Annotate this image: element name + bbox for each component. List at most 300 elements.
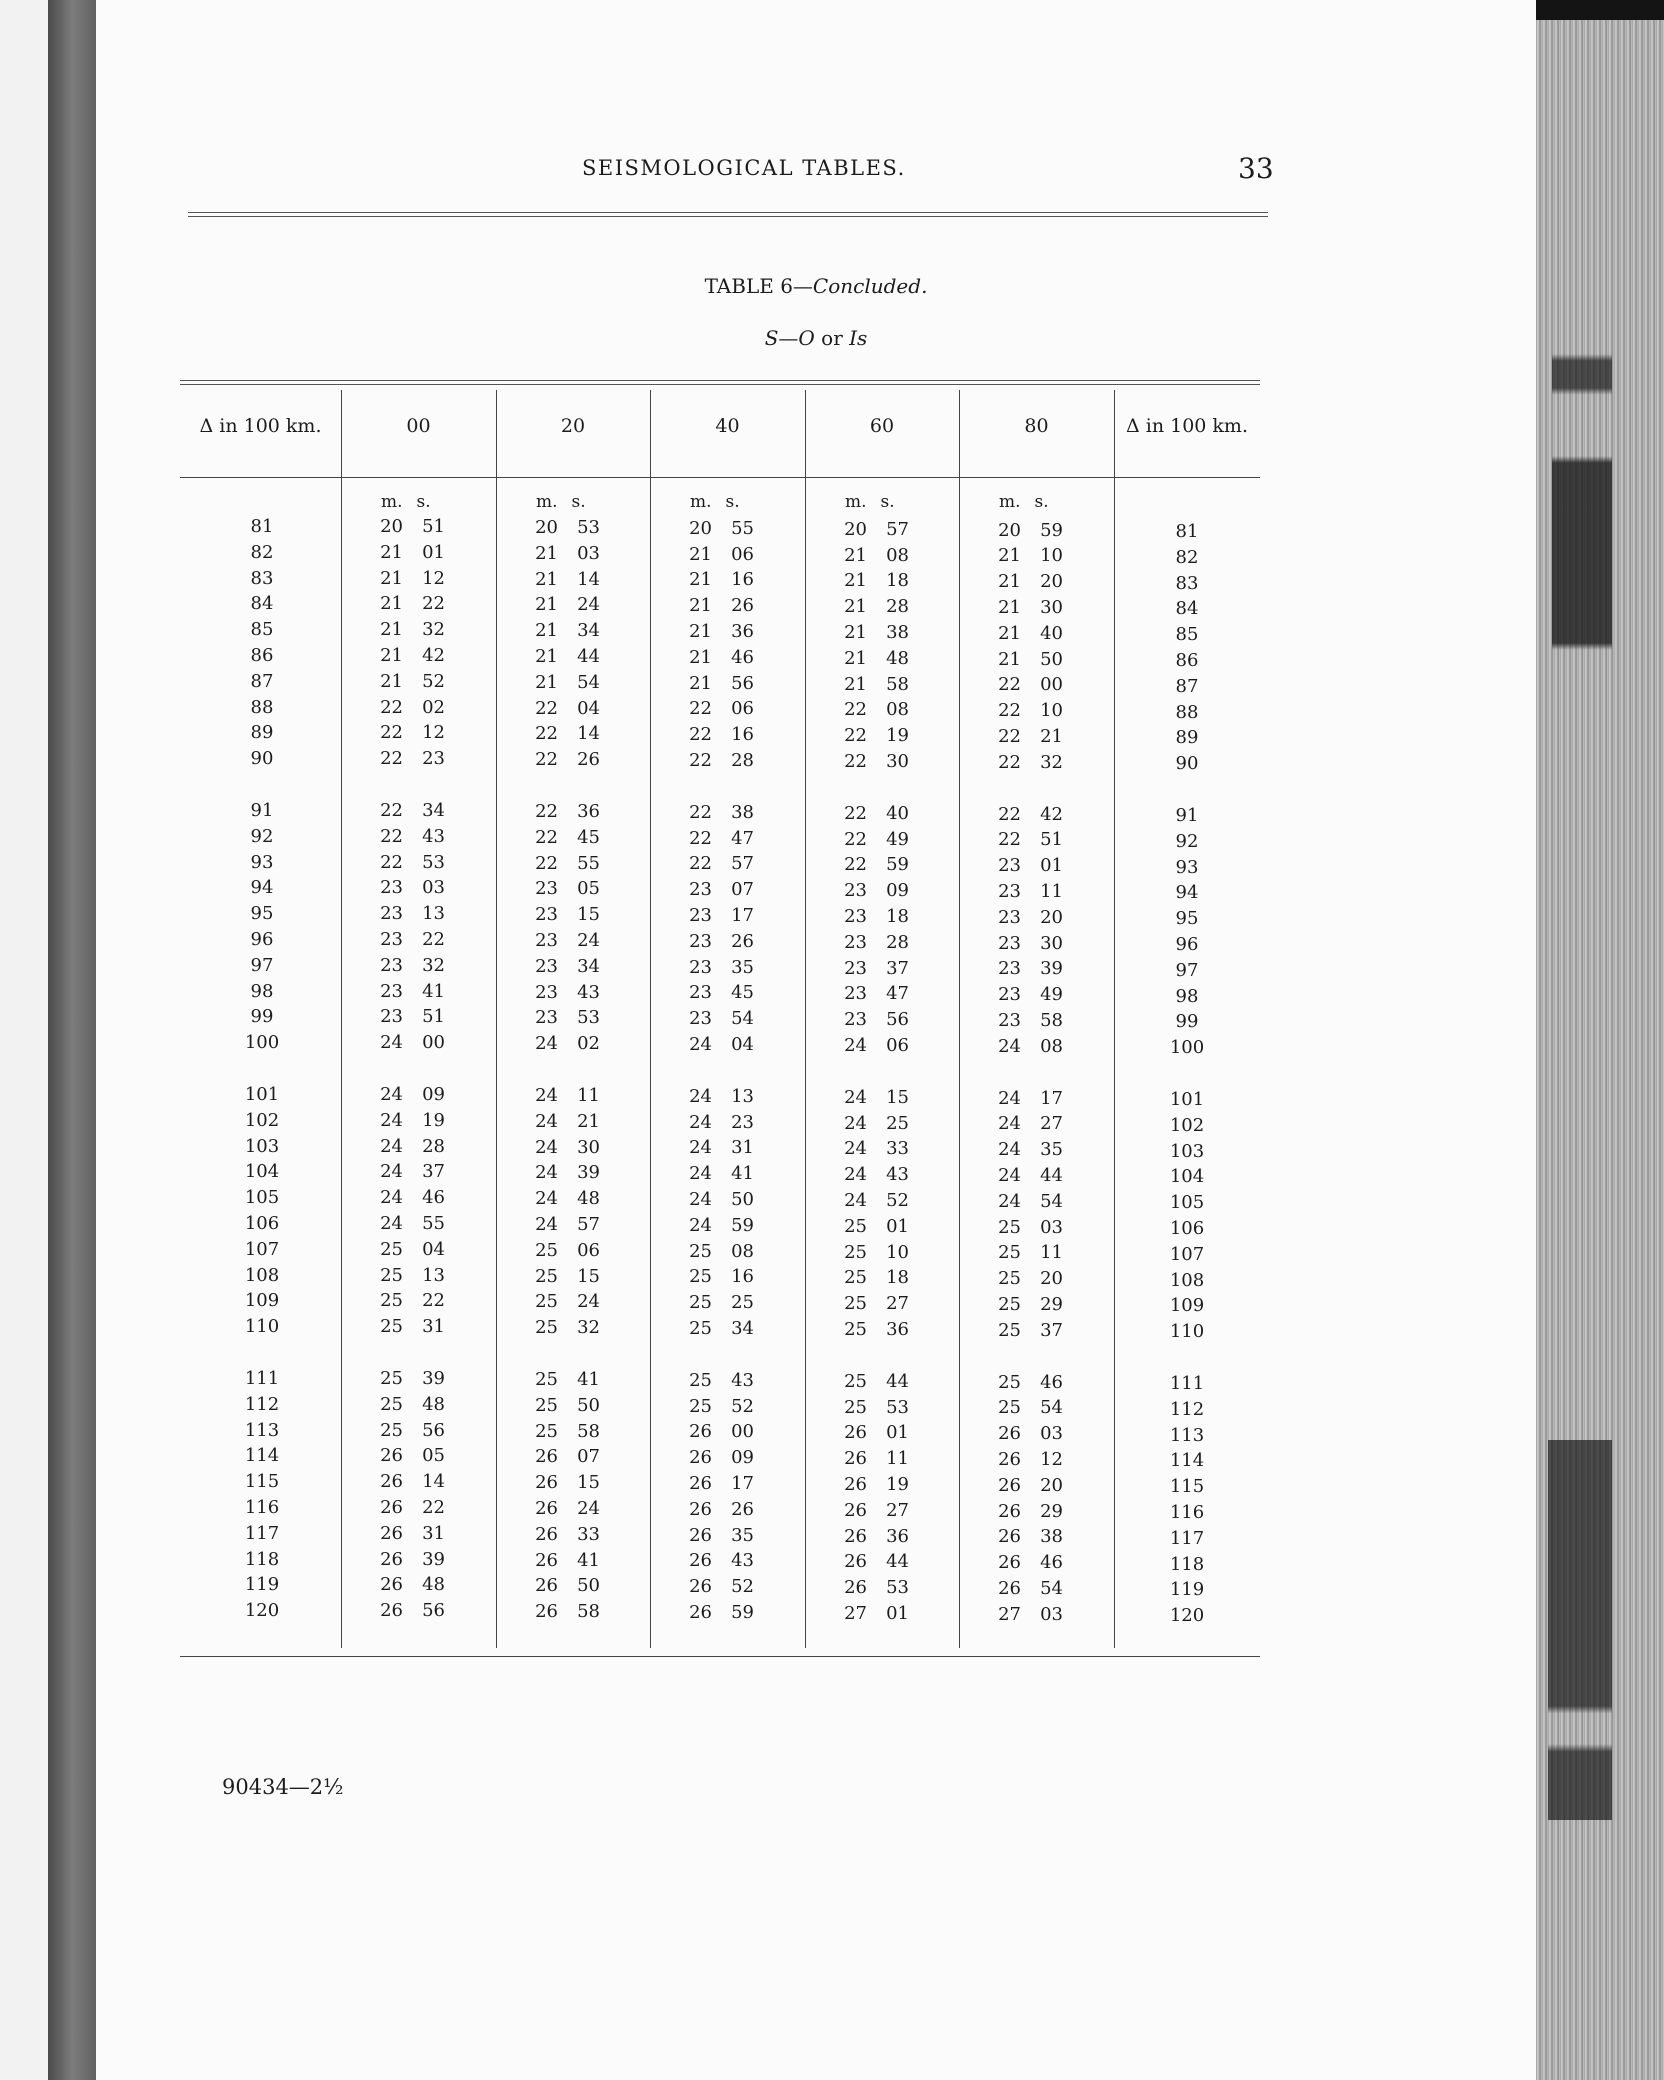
travel-time-cell [993,1191,1063,1212]
seconds-value: 11 [1040,881,1063,902]
travel-time-cell [375,722,445,743]
travel-time-cell [993,752,1063,773]
distance-label-right: 96 [1175,934,1199,955]
travel-time-cell [993,520,1063,541]
seconds-value: 56 [886,1009,909,1031]
minutes-value: 26 [380,1471,403,1493]
minutes-value: 27 [998,1603,1021,1625]
travel-time-cell [684,1499,754,1520]
travel-time-cell [530,1162,600,1183]
travel-time-cell [839,1371,909,1392]
seconds-value: 35 [731,1524,754,1546]
minutes-value: 21 [689,595,712,617]
minutes-value: 23 [689,930,712,952]
distance-label-right: 104 [1169,1166,1205,1188]
minutes-value: 26 [689,1421,712,1443]
seconds-value: 59 [731,1214,754,1236]
seconds-value: 07 [731,879,754,901]
minutes-value: 24 [998,1139,1021,1161]
column-divider [341,390,342,1648]
seconds-value: 55 [731,517,754,539]
travel-time-cell [839,1397,909,1418]
travel-time-cell [375,516,445,537]
minutes-value: 20 [535,516,558,538]
subtitle-b: Is [849,326,868,350]
seconds-value: 39 [422,1368,445,1389]
distance-label-right: 100 [1169,1037,1205,1059]
minutes-value: 23 [844,957,867,979]
seconds-value: 41 [731,1163,754,1185]
seconds-value: 11 [1040,1242,1063,1264]
travel-time-cell [993,1552,1063,1573]
seconds-value: 10 [886,1241,909,1263]
travel-time-cell [375,568,445,589]
travel-time-cell [684,879,754,900]
seconds-value: 43 [577,981,600,1003]
seconds-value: 19 [422,1109,445,1131]
seconds-value: 27 [1040,1113,1063,1135]
travel-time-cell [375,1161,445,1182]
header-rule [188,212,1268,213]
distance-label-left: 111 [244,1368,280,1389]
travel-time-cell [839,880,909,901]
minutes-value: 22 [998,674,1021,696]
distance-label-right: 111 [1169,1373,1205,1394]
travel-time-cell [375,1136,445,1157]
minutes-value: 26 [689,1473,712,1494]
minutes-value: 23 [844,880,867,902]
distance-label-right: 90 [1175,753,1199,775]
unit-seconds: s. [416,492,431,512]
distance-label-left: 91 [250,800,274,821]
seconds-value: 54 [1040,1578,1063,1599]
seconds-value: 00 [1040,674,1063,696]
seconds-value: 19 [886,725,909,747]
distance-label-right: 89 [1175,727,1199,749]
distance-label-left: 86 [250,645,274,666]
travel-time-cell [684,957,754,978]
travel-time-cell [375,955,445,976]
minutes-value: 26 [998,1423,1021,1445]
seconds-value: 00 [731,1421,754,1443]
minutes-value: 24 [689,1214,712,1236]
seconds-value: 54 [1040,1190,1063,1212]
travel-time-cell [530,1446,600,1467]
minutes-value: 25 [380,1419,403,1441]
seconds-value: 15 [577,1265,600,1287]
seconds-value: 14 [577,723,600,745]
minutes-value: 26 [535,1472,558,1494]
minutes-value: 24 [535,1033,558,1055]
unit-minutes: m. [845,492,867,512]
travel-time-cell [993,1320,1063,1341]
travel-time-cell [530,827,600,848]
distance-label-left: 83 [250,567,274,589]
seconds-value: 47 [731,827,754,849]
seconds-value: 47 [886,983,909,1005]
travel-time-cell [375,1187,445,1208]
minutes-value: 25 [844,1370,867,1392]
travel-time-cell [684,1266,754,1287]
seconds-value: 43 [731,1369,754,1391]
seconds-value: 43 [886,1164,909,1186]
travel-time-cell [375,826,445,847]
distance-label-right: 107 [1169,1243,1205,1265]
seconds-value: 01 [1040,855,1063,877]
minutes-value: 22 [998,829,1021,851]
seconds-value: 29 [1040,1294,1063,1315]
minutes-value: 21 [844,673,867,695]
distance-label-right: 119 [1169,1579,1205,1601]
minutes-value: 22 [689,698,712,720]
travel-time-cell [375,800,445,821]
travel-time-cell [530,982,600,1003]
seconds-value: 08 [886,699,909,721]
travel-time-cell [530,878,600,899]
travel-time-cell [684,982,754,1003]
minutes-value: 24 [535,1084,558,1106]
minutes-value: 26 [380,1497,403,1518]
minutes-value: 22 [380,748,403,770]
seconds-value: 38 [731,801,754,823]
minutes-value: 23 [998,906,1021,928]
minutes-value: 22 [689,853,712,875]
seconds-value: 53 [577,1007,600,1029]
travel-time-cell [684,853,754,874]
minutes-value: 26 [844,1448,867,1470]
minutes-value: 26 [998,1552,1021,1574]
travel-time-cell [839,1190,909,1211]
minutes-value: 22 [535,826,558,848]
seconds-value: 54 [731,1008,754,1030]
seconds-value: 55 [577,852,600,874]
distance-label-left: 106 [244,1213,280,1234]
column-divider [959,390,960,1648]
travel-time-cell [684,1602,754,1623]
unit-seconds: s. [880,492,895,512]
seconds-value: 32 [422,619,445,641]
travel-time-cell [684,1396,754,1417]
minutes-value: 24 [380,1187,403,1209]
travel-time-cell [530,956,600,977]
travel-time-cell [684,621,754,642]
minutes-value: 26 [689,1550,712,1572]
seconds-value: 05 [577,878,600,900]
seconds-value: 57 [577,1213,600,1235]
travel-time-cell [530,1601,600,1622]
minutes-value: 26 [380,1600,403,1622]
seconds-value: 22 [422,593,445,615]
minutes-value: 23 [689,1008,712,1030]
travel-time-cell [684,673,754,694]
travel-time-cell [684,1215,754,1236]
minutes-value: 22 [689,801,712,823]
seconds-value: 20 [1040,906,1063,928]
seconds-value: 38 [1040,1526,1063,1548]
minutes-value: 21 [380,645,403,666]
travel-time-cell [375,1110,445,1131]
distance-label-left: 107 [244,1238,280,1260]
minutes-value: 20 [380,516,403,537]
distance-label-right: 85 [1175,624,1199,646]
seconds-value: 08 [1040,1035,1063,1057]
seconds-value: 48 [577,1188,600,1210]
seconds-value: 37 [422,1161,445,1183]
minutes-value: 23 [535,878,558,900]
travel-time-cell [993,1578,1063,1599]
distance-label-left: 98 [250,980,274,1002]
minutes-value: 22 [689,827,712,849]
minutes-value: 27 [844,1602,867,1624]
travel-time-cell [375,1549,445,1570]
seconds-value: 50 [731,1189,754,1210]
minutes-value: 24 [998,1165,1021,1186]
unit-minutes: m. [381,492,403,512]
minutes-value: 24 [998,1113,1021,1135]
travel-time-cell [993,674,1063,695]
seconds-value: 33 [577,1523,600,1545]
subtitle-a: S—O [764,326,815,350]
travel-time-cell [375,1394,445,1415]
minutes-value: 22 [689,750,712,771]
seconds-value: 16 [731,569,754,591]
travel-time-cell [684,1008,754,1029]
distance-label-left: 118 [244,1548,280,1570]
seconds-value: 53 [422,851,445,873]
seconds-value: 59 [1040,519,1063,541]
seconds-value: 37 [1040,1319,1063,1341]
minutes-value: 25 [998,1216,1021,1238]
travel-time-cell [530,749,600,770]
minutes-value: 25 [998,1294,1021,1315]
seconds-value: 54 [1040,1397,1063,1419]
minutes-value: 24 [844,1112,867,1134]
distance-label-right: 102 [1169,1114,1205,1136]
travel-time-cell [684,931,754,952]
travel-time-cell [530,672,600,693]
seconds-value: 04 [422,1238,445,1260]
minutes-value: 24 [380,1213,403,1234]
travel-time-cell [375,1006,445,1027]
distance-label-left: 97 [250,954,274,976]
distance-label-left: 119 [244,1574,280,1596]
seconds-value: 58 [1040,1010,1063,1031]
minutes-value: 23 [998,855,1021,877]
travel-time-cell [993,1268,1063,1289]
travel-time-cell [993,984,1063,1005]
minutes-value: 21 [689,543,712,565]
seconds-value: 21 [1040,726,1063,747]
seconds-value: 05 [422,1445,445,1467]
travel-time-cell [684,802,754,823]
seconds-value: 01 [886,1422,909,1444]
distance-label-left: 113 [244,1419,280,1441]
seconds-value: 55 [422,1213,445,1234]
minutes-value: 22 [844,725,867,747]
minutes-value: 25 [535,1420,558,1442]
minutes-value: 25 [844,1241,867,1263]
seconds-value: 03 [1040,1603,1063,1625]
minutes-value: 25 [535,1265,558,1287]
minutes-value: 25 [380,1264,403,1286]
seconds-value: 24 [577,594,600,616]
table-subtitle [96,326,1536,350]
minutes-value: 23 [844,905,867,927]
minutes-value: 22 [998,726,1021,747]
seconds-value: 23 [422,748,445,770]
minutes-value: 23 [535,929,558,951]
seconds-value: 10 [1040,545,1063,567]
minutes-value: 26 [535,1549,558,1571]
travel-time-cell [530,853,600,874]
seconds-value: 30 [1040,932,1063,954]
minutes-value: 24 [380,1032,403,1054]
minutes-value: 25 [535,1291,558,1313]
travel-time-cell [684,828,754,849]
minutes-value: 25 [380,1393,403,1415]
column-divider [805,390,806,1648]
minutes-value: 25 [844,1396,867,1418]
seconds-value: 59 [731,1602,754,1623]
seconds-value: 22 [422,929,445,950]
seconds-value: 01 [886,1602,909,1624]
distance-label-right: 81 [1175,521,1199,542]
minutes-value: 22 [998,700,1021,722]
travel-time-cell [375,619,445,640]
minutes-value: 23 [998,984,1021,1006]
seconds-value: 30 [1040,597,1063,618]
seconds-value: 57 [731,853,754,875]
travel-time-cell [530,1137,600,1158]
seconds-value: 32 [1040,751,1063,773]
minutes-value: 21 [844,544,867,566]
seconds-value: 34 [577,955,600,977]
travel-time-cell [530,1395,600,1416]
seconds-value: 54 [577,671,600,693]
seconds-value: 26 [731,930,754,952]
distance-label-left: 82 [250,541,274,563]
travel-time-cell [993,726,1063,747]
left-distance-header: Δ in 100 km. [199,415,322,437]
seconds-value: 50 [577,1394,600,1416]
distance-label-right: 106 [1169,1218,1205,1239]
travel-time-cell [839,1422,909,1443]
seconds-value: 48 [422,1574,445,1596]
minutes-value: 23 [998,958,1021,980]
minutes-value: 22 [998,803,1021,825]
seconds-value: 39 [577,1162,600,1184]
minutes-value: 24 [689,1163,712,1185]
travel-time-cell [839,648,909,669]
seconds-value: 25 [731,1292,754,1314]
seconds-value: 32 [577,1317,600,1339]
minutes-value: 23 [689,982,712,1004]
travel-time-cell [684,1189,754,1210]
travel-time-cell [375,877,445,898]
travel-time-cell [530,723,600,744]
distance-label-right: 116 [1169,1502,1205,1523]
seconds-value: 28 [731,750,754,771]
travel-time-cell [530,1085,600,1106]
minutes-value: 26 [380,1548,403,1570]
minutes-value: 23 [380,1006,403,1028]
minutes-value: 24 [844,1086,867,1108]
travel-time-cell [839,1603,909,1624]
minutes-value: 26 [535,1601,558,1623]
seconds-value: 12 [422,722,445,744]
column-header-20: 20 [560,415,586,437]
distance-label-right: 120 [1169,1605,1205,1627]
travel-time-cell [684,544,754,565]
minutes-value: 26 [689,1576,712,1598]
travel-time-cell [375,748,445,769]
seconds-value: 42 [1040,803,1063,825]
minutes-value: 21 [380,619,403,641]
seconds-value: 17 [1040,1087,1063,1109]
distance-label-right: 105 [1169,1192,1205,1214]
minutes-value: 21 [844,621,867,643]
seconds-value: 04 [577,697,600,719]
minutes-value: 23 [380,954,403,976]
travel-time-cell [530,1033,600,1054]
minutes-value: 23 [998,932,1021,954]
seconds-value: 11 [577,1084,600,1106]
travel-time-cell [993,1165,1063,1186]
distance-label-left: 115 [244,1471,280,1493]
minutes-value: 23 [844,983,867,1005]
minutes-value: 24 [689,1034,712,1055]
seconds-value: 15 [577,904,600,926]
minutes-value: 24 [689,1111,712,1133]
travel-time-cell [375,1523,445,1544]
minutes-value: 23 [380,903,403,925]
seconds-value: 18 [886,570,909,592]
travel-time-cell [839,1216,909,1237]
travel-time-cell [993,623,1063,644]
minutes-value: 26 [998,1578,1021,1599]
minutes-value: 25 [998,1268,1021,1290]
seconds-value: 29 [1040,1500,1063,1522]
minutes-value: 24 [998,1035,1021,1057]
minutes-value: 26 [380,1574,403,1596]
seconds-value: 56 [422,1600,445,1622]
travel-time-cell [993,1217,1063,1238]
distance-label-left: 84 [250,593,274,615]
minutes-value: 21 [535,645,558,667]
seconds-value: 50 [577,1575,600,1597]
minutes-value: 25 [689,1318,712,1339]
minutes-value: 26 [535,1446,558,1468]
seconds-value: 28 [422,1135,445,1157]
minutes-value: 26 [998,1500,1021,1522]
distance-label-right: 113 [1169,1424,1205,1446]
travel-time-cell [375,1290,445,1311]
seconds-value: 22 [422,1497,445,1518]
distance-label-left: 92 [250,825,274,847]
distance-label-left: 110 [244,1316,280,1338]
travel-time-cell [530,1369,600,1390]
travel-time-cell [530,1188,600,1209]
right-distance-header: Δ in 100 km. [1126,415,1248,437]
table-bottom-rule [180,1656,1260,1657]
distance-label-left: 94 [250,877,274,899]
minutes-value: 24 [535,1188,558,1210]
minutes-value: 25 [380,1316,403,1338]
seconds-value: 43 [422,825,445,847]
distance-label-left: 103 [244,1135,280,1157]
travel-time-cell [684,724,754,745]
seconds-value: 53 [886,1396,909,1418]
